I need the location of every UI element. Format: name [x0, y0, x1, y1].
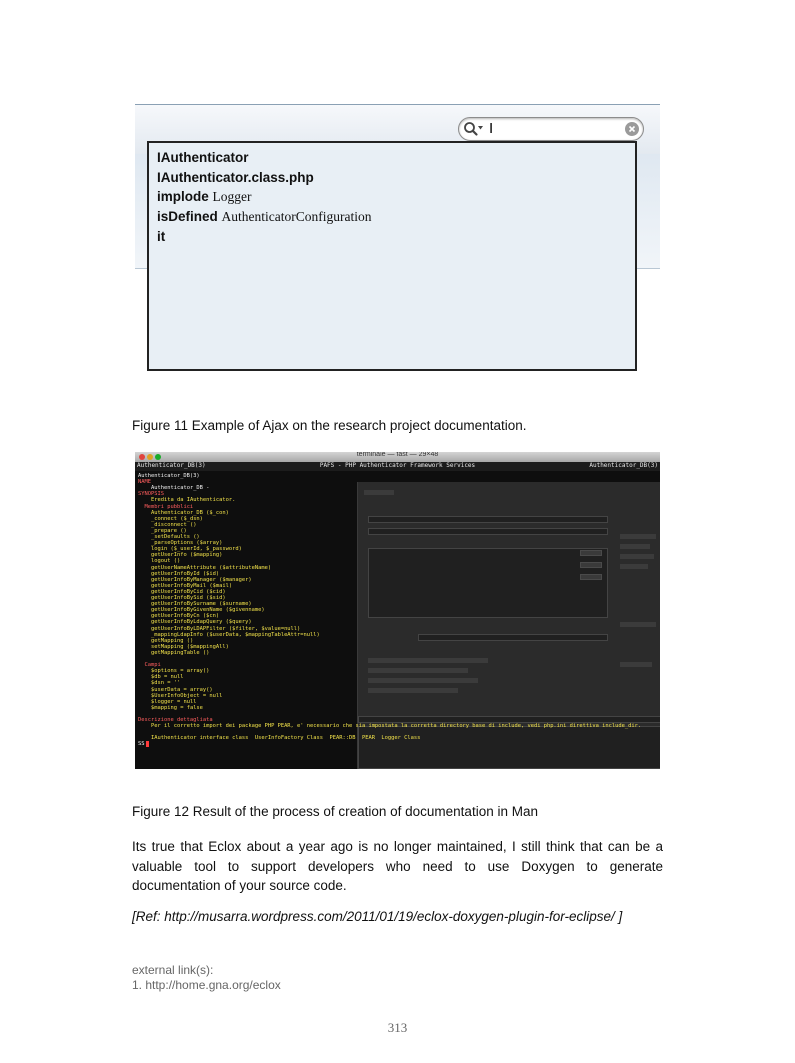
man-text-line: _prepare () — [151, 527, 187, 534]
man-text-line: Eredita da IAuthenticator. — [151, 497, 236, 504]
man-text-line: NAME — [138, 479, 151, 486]
external-links-heading: external link(s): — [132, 963, 214, 977]
man-text-line: Authenticator_DB - — [151, 485, 210, 492]
man-text-line: Membri pubblici — [144, 503, 194, 510]
man-header-left: Authenticator_DB(3) — [137, 462, 206, 469]
man-text-line: getMappingTable () — [151, 649, 210, 656]
man-text-line: _connect ($_dsn) — [151, 515, 203, 522]
man-text-line: IAuthenticator interface class UserInfoFactory Class PEAR::DB PEAR Logger Class — [151, 735, 421, 742]
window-titlebar — [135, 452, 660, 462]
man-text-line: _mappingLdapInfo ($userData, $mappingTableAttr=null) — [151, 631, 320, 638]
figure-12-caption: Figure 12 Result of the process of creation of documentation in Man — [132, 804, 538, 819]
man-text-line: logout () — [151, 558, 181, 565]
man-text-line: login ($_userId, $_password) — [151, 546, 242, 553]
man-text-line: _disconnect () — [151, 521, 197, 528]
figure-12-terminal-screenshot — [135, 452, 660, 769]
man-text-line: $UserInfoObject = null — [151, 692, 223, 699]
man-text-line: getUserInfoByCn ($cn) — [151, 613, 220, 620]
search-icon — [463, 121, 485, 137]
man-text-line: getUserInfoBySid ($sid) — [151, 595, 226, 601]
suggestion-name: it — [157, 229, 166, 244]
man-text-line: Campi — [144, 662, 161, 669]
man-text-line: _setDefaults () — [151, 534, 200, 540]
suggestion-item[interactable] — [157, 209, 372, 225]
suggestion-name: implode — [157, 189, 209, 204]
window-title: terminale — fast — 29×48 — [356, 452, 439, 458]
man-text-line: getUserInfoByGivenName ($givenname) — [151, 607, 265, 614]
suggestion-name: IAuthenticator — [157, 150, 249, 165]
terminal-prompt[interactable]: SS — [138, 741, 145, 748]
man-text-line: getUserInfoByCid ($cid) — [151, 588, 226, 595]
suggestion-name: IAuthenticator.class.php — [157, 170, 314, 185]
man-text-line: $db = null — [151, 674, 184, 681]
page-number: 313 — [387, 1020, 408, 1035]
man-text-line: getUserInfoBySurname ($surname) — [151, 601, 252, 608]
suggestion-context: AuthenticatorConfiguration — [221, 209, 372, 224]
man-header-right: Authenticator_DB(3) — [589, 462, 658, 469]
man-text-line: getUserInfoByManager ($manager) — [151, 576, 252, 583]
suggestion-list — [147, 141, 637, 371]
man-text-line: _parseOptions ($array) — [151, 540, 223, 547]
man-text-line: getUserInfoByLdapQuery ($query) — [151, 619, 252, 626]
man-text-line: $dsn = '' — [151, 680, 181, 687]
suggestion-item[interactable] — [157, 229, 165, 244]
man-text-line: getUserInfo ($mapping) — [151, 552, 223, 559]
man-text-line: SYNOPSIS — [138, 491, 164, 498]
figure-11-caption: Figure 11 Example of Ajax on the research project documentation. — [132, 418, 527, 433]
reference-line: [Ref: http://musarra.wordpress.com/2011/01/19/eclox-doxygen-plugin-for-eclipse/ ] — [132, 909, 623, 924]
man-text-line: getUserInfoByLDAPFilter ($filter, $value=null) — [151, 625, 301, 632]
man-text-line: getUserNameAttribute ($attributeName) — [151, 564, 272, 571]
figure-11-ajax-search — [135, 104, 660, 372]
body-paragraph: Its true that Eclox about a year ago is no longer maintained, I still think that can be a valuable tool to support developers who need to use Doxygen to generate documentation of your source code. — [132, 839, 663, 893]
man-text-line: Authenticator_DB ($_con) — [151, 509, 229, 516]
suggestion-context: Logger — [212, 189, 252, 204]
suggestion-item[interactable] — [157, 150, 249, 165]
man-text-line: $options = array() — [151, 668, 210, 675]
suggestion-item[interactable] — [157, 170, 314, 185]
clear-icon[interactable] — [625, 122, 639, 136]
man-text-line: $logger = null — [151, 698, 197, 705]
man-text-line: Per il corretto import dei package PHP PEAR, e' necessario che sia impostata la corretta directory base di include, vedi php.ini direttiva include_dir. — [151, 723, 642, 730]
man-text-line: $mapping = false — [151, 704, 203, 711]
external-link[interactable]: 1. http://home.gna.org/eclox — [132, 978, 281, 992]
man-header-center: PAFS - PHP Authenticator Framework Services — [319, 462, 476, 469]
man-page-text — [135, 472, 660, 769]
man-text-line: setMapping ($mappingAll) — [151, 643, 229, 650]
man-text-line: Authenticator_DB(3) — [138, 473, 200, 479]
man-text-line: getUserInfoById ($id) — [151, 570, 220, 577]
man-text-line: getMapping () — [151, 637, 194, 644]
search-value: I — [489, 120, 494, 137]
man-header-bar — [135, 462, 660, 471]
man-text-line: getUserInfoByMail ($mail) — [151, 582, 233, 589]
suggestion-name: isDefined — [157, 209, 218, 224]
search-input[interactable] — [458, 117, 644, 141]
man-text-line: Descrizione dettagliata — [138, 717, 213, 723]
terminal-cursor — [146, 741, 149, 747]
man-text-line: $userData = array() — [151, 686, 213, 693]
suggestion-item[interactable] — [157, 189, 252, 205]
